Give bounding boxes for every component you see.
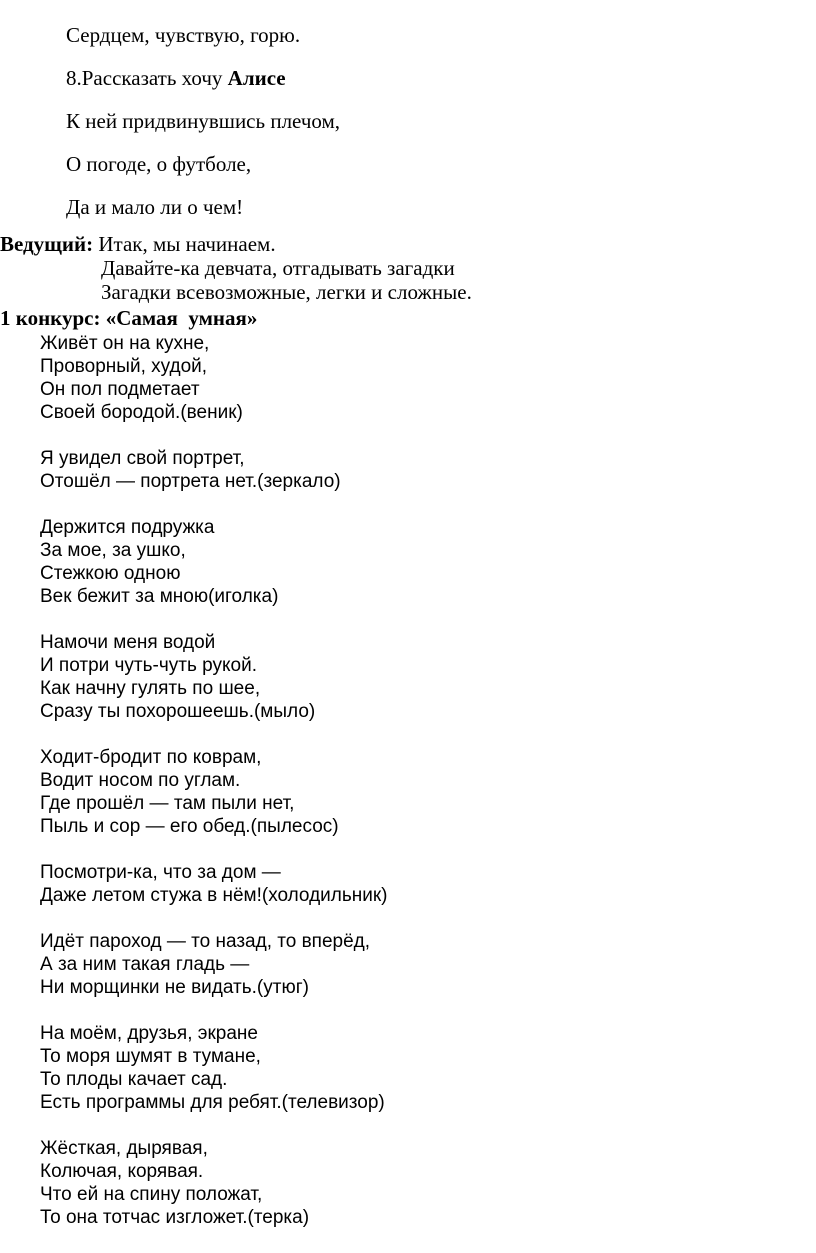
riddle-line: Есть программы для ребят.(телевизор) xyxy=(40,1092,385,1113)
riddle-line: Посмотри-ка, что за дом — xyxy=(40,862,281,883)
riddle-line: Он пол подметает xyxy=(40,379,200,400)
riddle-line: То плоды качает сад. xyxy=(40,1069,228,1090)
riddle-line: Живёт он на кухне, xyxy=(40,333,210,354)
riddle-line: Что ей на спину положат, xyxy=(40,1184,263,1205)
riddle-line: То она тотчас изгложет.(терка) xyxy=(40,1207,310,1228)
riddle-line: Отошёл — портрета нет.(зеркало) xyxy=(40,471,341,492)
poem-line: Сердцем, чувствую, горю. xyxy=(66,23,301,47)
riddle-line: То моря шумят в тумане, xyxy=(40,1046,261,1067)
poem-line-bold-name: Алисе xyxy=(227,66,286,90)
riddle-line: Идёт пароход — то назад, то вперёд, xyxy=(40,931,371,952)
poem-line: К ней придвинувшись плечом, xyxy=(66,109,341,133)
riddle-line: Намочи меня водой xyxy=(40,632,216,653)
riddle-line: Жёсткая, дырявая, xyxy=(40,1138,208,1159)
riddle-stanza xyxy=(40,516,780,608)
poem-line-text: 8.Рассказать хочу xyxy=(66,66,228,90)
riddle-line: Своей бородой.(веник) xyxy=(40,402,243,423)
poem-stanza xyxy=(66,23,766,238)
riddle-line: И потри чуть-чуть рукой. xyxy=(40,655,257,676)
poem-line: О погоде, о футболе, xyxy=(66,152,252,176)
riddle-line: Как начну гулять по шее, xyxy=(40,678,261,699)
riddle-line: Век бежит за мною(иголка) xyxy=(40,586,279,607)
riddle-line: А за ним такая гладь — xyxy=(40,954,250,975)
riddle-stanza xyxy=(40,1022,780,1114)
riddle-line: Сразу ты похорошеешь.(мыло) xyxy=(40,701,316,722)
riddle-stanza xyxy=(40,1137,780,1229)
riddle-line: Пыль и сор — его обед.(пылесос) xyxy=(40,816,339,837)
riddle-line: Ходит-бродит по коврам, xyxy=(40,747,262,768)
riddle-line: Водит носом по углам. xyxy=(40,770,241,791)
poem-line xyxy=(66,66,766,90)
riddle-stanza xyxy=(40,631,780,723)
riddle-line: Колючая, корявая. xyxy=(40,1161,204,1182)
riddle-stanza xyxy=(40,332,780,424)
riddle-line: Держится подружка xyxy=(40,517,215,538)
host-speech xyxy=(0,232,780,304)
contest-heading: 1 конкурс: «Самая умная» xyxy=(0,306,258,330)
riddle-line: Стежкою одною xyxy=(40,563,181,584)
riddle-line: Где прошёл — там пыли нет, xyxy=(40,793,295,814)
riddle-line: Даже летом стужа в нём!(холодильник) xyxy=(40,885,388,906)
riddle-line: Ни морщинки не видать.(утюг) xyxy=(40,977,309,998)
riddle-stanza xyxy=(40,746,780,838)
riddle-line: За мое, за ушко, xyxy=(40,540,186,561)
riddle-stanza xyxy=(40,447,780,493)
riddle-line: На моём, друзья, экране xyxy=(40,1023,258,1044)
speaker-label: Ведущий: xyxy=(0,232,94,256)
riddle-stanza xyxy=(40,861,780,907)
host-line: Загадки всевозможные, легки и сложные. xyxy=(101,280,472,304)
riddle-line: Проворный, худой, xyxy=(40,356,208,377)
riddle-line: Я увидел свой портрет, xyxy=(40,448,245,469)
poem-line: Да и мало ли о чем! xyxy=(66,195,244,219)
riddles-list xyxy=(40,332,780,1252)
host-line: Давайте-ка девчата, отгадывать загадки xyxy=(101,256,455,280)
host-line-text: Итак, мы начинаем. xyxy=(93,232,276,256)
host-line xyxy=(0,232,780,256)
riddle-stanza xyxy=(40,930,780,999)
